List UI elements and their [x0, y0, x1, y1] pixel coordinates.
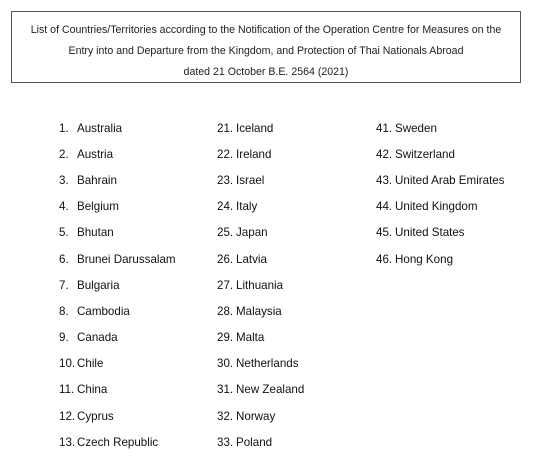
country-name: Bahrain [77, 173, 117, 187]
item-number: 11. [59, 383, 75, 397]
list-item [59, 115, 176, 141]
item-number: 24. [217, 200, 234, 214]
item-number: 30. [217, 357, 234, 371]
country-name: United Kingdom [395, 200, 478, 214]
country-name: Brunei Darussalam [77, 252, 176, 266]
item-number: 21. [217, 121, 234, 135]
item-number: 13. [59, 435, 76, 449]
country-name: Belgium [77, 200, 119, 214]
item-number: 3. [59, 173, 69, 187]
list-item [59, 167, 176, 193]
item-number: 27. [217, 278, 234, 292]
item-number: 5. [59, 226, 69, 240]
country-name: Norway [236, 409, 276, 423]
header-date-line: dated 21 October B.E. 2564 (2021) [183, 66, 349, 78]
list-item [59, 298, 176, 324]
list-item [376, 194, 505, 220]
list-item [217, 194, 304, 220]
item-number: 6. [59, 252, 69, 266]
list-item [376, 115, 505, 141]
country-name: Hong Kong [395, 252, 454, 266]
item-number: 32. [217, 409, 234, 423]
country-name: Canada [77, 331, 118, 345]
list-item [59, 141, 176, 167]
list-item [217, 351, 304, 377]
list-item [217, 272, 304, 298]
list-item [376, 141, 505, 167]
list-item [59, 246, 176, 272]
list-item [217, 115, 304, 141]
item-number: 46. [376, 252, 393, 266]
country-name: Netherlands [236, 357, 299, 371]
country-name: Ireland [236, 147, 272, 161]
country-column-3 [376, 115, 505, 272]
country-name: Iceland [236, 121, 274, 135]
country-name: New Zealand [236, 383, 305, 397]
country-name: Israel [236, 173, 265, 187]
header-title-line-1: List of Countries/Territories according to the Notification of the Operation Centre for Measures on the [30, 24, 502, 36]
item-number: 29. [217, 331, 234, 345]
country-name: China [77, 383, 108, 397]
country-name: Czech Republic [77, 435, 159, 449]
item-number: 44. [376, 200, 393, 214]
list-item [59, 272, 176, 298]
list-item [217, 325, 304, 351]
item-number: 4. [59, 200, 69, 214]
country-name: United Arab Emirates [395, 173, 505, 187]
item-number: 8. [59, 304, 69, 318]
country-name: Chile [77, 357, 104, 371]
country-name: Japan [236, 226, 268, 240]
country-column-1 [59, 115, 176, 455]
list-item [59, 194, 176, 220]
list-item [217, 377, 304, 403]
country-name: Australia [77, 121, 123, 135]
country-name: United States [395, 226, 465, 240]
country-name: Malaysia [236, 304, 282, 318]
list-item [217, 220, 304, 246]
list-item [217, 429, 304, 455]
country-name: Sweden [395, 121, 437, 135]
list-item [59, 377, 176, 403]
country-name: Switzerland [395, 147, 455, 161]
document-header [11, 11, 521, 83]
item-number: 28. [217, 304, 234, 318]
item-number: 43. [376, 173, 393, 187]
country-name: Lithuania [236, 278, 284, 292]
item-number: 45. [376, 226, 393, 240]
list-item [217, 403, 304, 429]
country-name: Cambodia [77, 304, 130, 318]
list-item [59, 429, 176, 455]
item-number: 1. [59, 121, 69, 135]
item-number: 23. [217, 173, 234, 187]
country-name: Bhutan [77, 226, 114, 240]
item-number: 25. [217, 226, 234, 240]
header-title-line-2: Entry into and Departure from the Kingdom, and Protection of Thai Nationals Abroad [68, 45, 464, 57]
list-item [59, 351, 176, 377]
country-name: Italy [236, 200, 258, 214]
country-name: Latvia [236, 252, 267, 266]
list-item [217, 246, 304, 272]
item-number: 33. [217, 435, 234, 449]
country-name: Bulgaria [77, 278, 120, 292]
list-item [376, 167, 505, 193]
item-number: 9. [59, 331, 69, 345]
country-name: Cyprus [77, 409, 114, 423]
country-name: Malta [236, 331, 265, 345]
list-item [376, 246, 505, 272]
country-name: Austria [77, 147, 114, 161]
country-name: Poland [236, 435, 273, 449]
list-item [217, 141, 304, 167]
list-item [376, 220, 505, 246]
list-item [59, 220, 176, 246]
item-number: 22. [217, 147, 234, 161]
item-number: 12. [59, 409, 76, 423]
item-number: 41. [376, 121, 393, 135]
item-number: 42. [376, 147, 393, 161]
item-number: 31. [217, 383, 234, 397]
list-item [59, 325, 176, 351]
list-item [217, 167, 304, 193]
item-number: 10. [59, 357, 76, 371]
item-number: 26. [217, 252, 234, 266]
item-number: 7. [59, 278, 69, 292]
list-item [59, 403, 176, 429]
item-number: 2. [59, 147, 69, 161]
country-column-2 [217, 115, 304, 455]
list-item [217, 298, 304, 324]
